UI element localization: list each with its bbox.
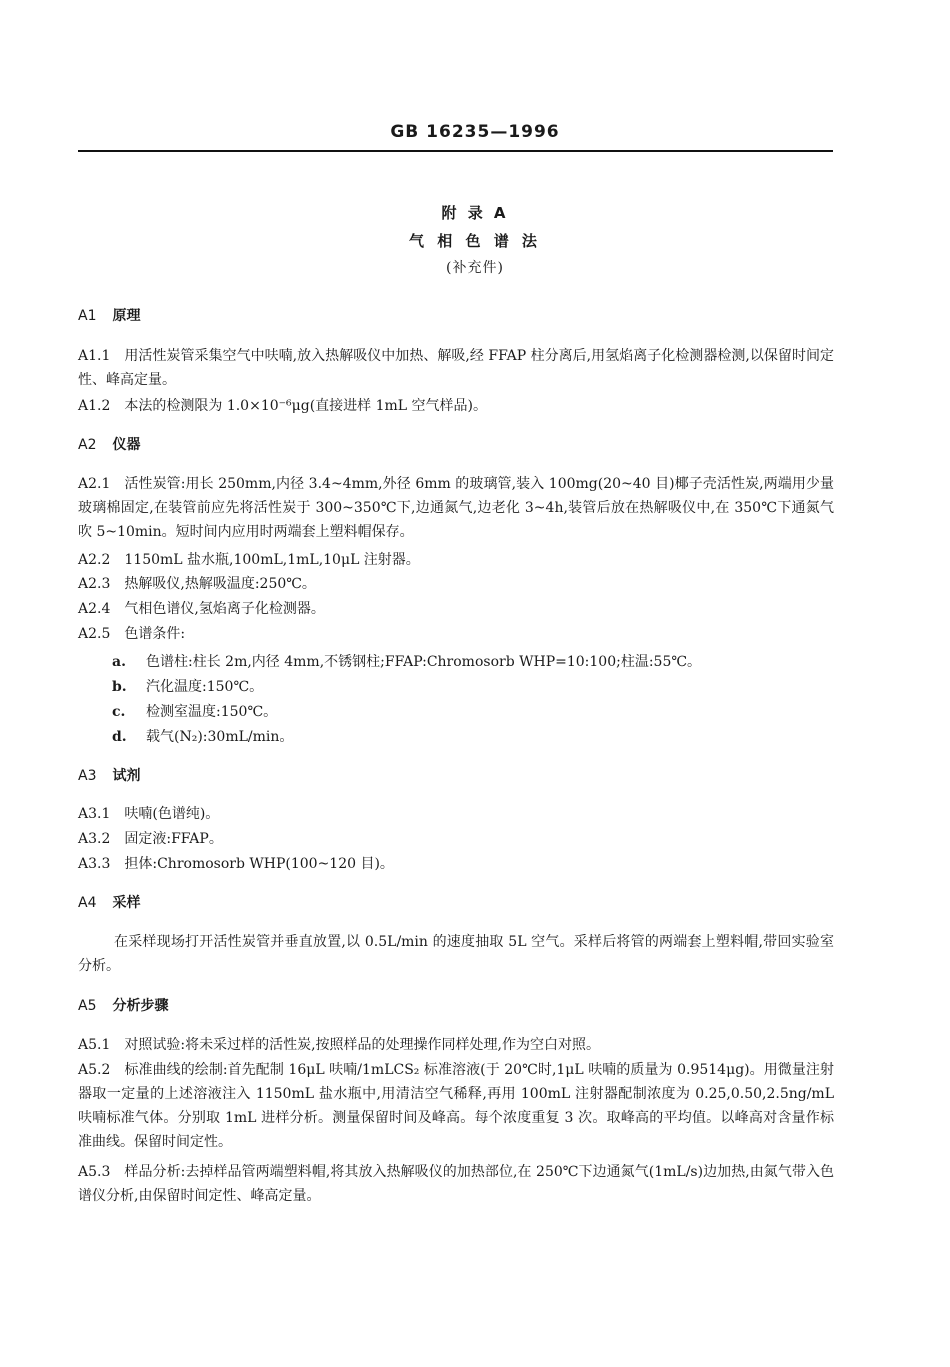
condition-c: c. 检测室温度:150℃。 [112, 704, 278, 720]
condition-a: a. 色谱柱:柱长 2m,内径 4mm,不锈钢柱;FFAP:Chromosorb WHP=10:100;柱温:55℃。 [112, 654, 702, 670]
clause-a5-3: A5.3 样品分析:去掉样品管两端塑料帽,将其放入热解吸仪的加热部位,在 250℃下边通氮气(1mL/s)边加热,由氮气带入色谱仪分析,由保留时间定性、峰高定量。 [78, 1164, 834, 1204]
clause-a1-1: A1.1 用活性炭管采集空气中呋喃,放入热解吸仪中加热、解吸,经 FFAP 柱分离后,用氢焰离子化检测器检测,以保留时间定性、峰高定量。 [78, 348, 834, 388]
clause-a3-3: A3.3 担体:Chromosorb WHP(100~120 目)。 [78, 856, 394, 872]
clause-a2-3: A2.3 热解吸仪,热解吸温度:250℃。 [78, 576, 316, 592]
section-heading-a2: A2 仪器 [78, 437, 141, 453]
clause-a3-2: A3.2 固定液:FFAP。 [78, 831, 223, 847]
section-heading-a5: A5 分析步骤 [78, 998, 169, 1014]
appendix-subtitle: (补充件) [446, 260, 504, 276]
clause-a5-1: A5.1 对照试验:将未采过样的活性炭,按照样品的处理操作同样处理,作为空白对照。 [78, 1037, 600, 1053]
condition-d: d. 载气(N₂):30mL/min。 [112, 729, 294, 745]
condition-b: b. 汽化温度:150℃。 [112, 679, 264, 695]
clause-a5-2: A5.2 标准曲线的绘制:首先配制 16μL 呋喃/1mLCS₂ 标准溶液(于 20℃时,1μL 呋喃的质量为 0.9514μg)。用微量注射器取一定量的上述溶液注入 1150mL 盐水瓶中,用清洁空气稀释,再用 100mL 注射器配制浓度为 0.25,0.50,2.5ng/mL 呋喃标准气体。分别取 1mL 进样分析。测量保留时间及峰高。每个浓度重复 3 次。取峰高的平均值。以峰高对含量作标准曲线。保留时间定性。 [78, 1062, 834, 1150]
clause-a2-2: A2.2 1150mL 盐水瓶,100mL,1mL,10μL 注射器。 [78, 552, 420, 568]
section-heading-a4: A4 采样 [78, 895, 141, 911]
paragraph-a4: 在采样现场打开活性炭管并垂直放置,以 0.5L/min 的速度抽取 5L 空气。采样后将管的两端套上塑料帽,带回实验室分析。 [78, 934, 834, 974]
clause-a2-5: A2.5 色谱条件: [78, 626, 186, 642]
clause-a2-4: A2.4 气相色谱仪,氢焰离子化检测器。 [78, 601, 325, 617]
section-heading-a1: A1 原理 [78, 308, 141, 324]
header-rule [78, 150, 833, 152]
appendix-title: 气 相 色 谱 法 [409, 232, 541, 250]
clause-a1-2: A1.2 本法的检测限为 1.0×10⁻⁶μg(直接进样 1mL 空气样品)。 [78, 398, 487, 414]
section-heading-a3: A3 试剂 [78, 768, 141, 784]
clause-a2-1: A2.1 活性炭管:用长 250mm,内径 3.4~4mm,外径 6mm 的玻璃管,装入 100mg(20~40 目)椰子壳活性炭,两端用少量玻璃棉固定,在装管前应先将活性炭于 300~350℃下,边通氮气,边老化 3~4h,装管后放在热解吸仪中,在 350℃下通氮气吹 5~10min。短时间内应用时两端套上塑料帽保存。 [78, 476, 834, 540]
appendix-label: 附 录 A [441, 204, 509, 222]
clause-a3-1: A3.1 呋喃(色谱纯)。 [78, 806, 220, 822]
standard-number: GB 16235—1996 [390, 122, 560, 142]
